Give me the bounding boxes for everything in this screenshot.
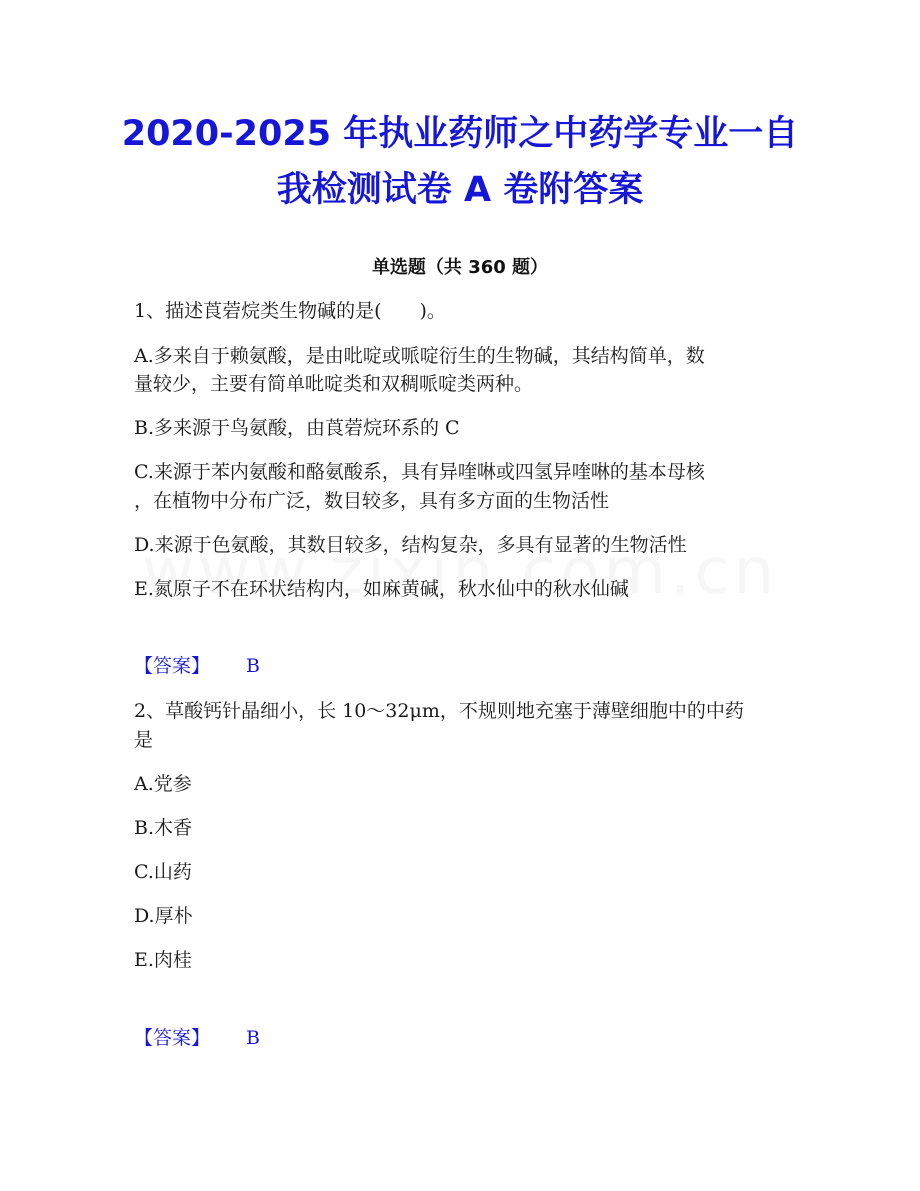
question-2-stem-line-1: 2、草酸钙针晶细小，长 10～32μm，不规则地充塞于薄壁细胞中的中药 [134,700,744,722]
question-1-option-d: D.来源于色氨酸，其数目较多，结构复杂，多具有显著的生物活性 [134,534,687,556]
question-2-answer [134,1024,260,1052]
question-1-option-c-line-1: C.来源于苯内氨酸和酪氨酸系，具有异喹啉或四氢异喹啉的基本母核 [134,461,705,483]
answer-value: B [246,1027,260,1049]
answer-label: 【答案】 [134,655,211,677]
document-title-line-2: 我检测试卷 A 卷附答案 [276,170,644,210]
question-2-option-a: A.党参 [134,773,192,795]
question-1-stem: 1、描述莨菪烷类生物碱的是( )。 [134,300,446,322]
question-2-option-c: C.山药 [134,861,192,883]
question-1-answer [134,652,260,680]
question-2-option-b: B.木香 [134,817,193,839]
question-1-option-c-line-2: ，在植物中分布广泛，数目较多，具有多方面的生物活性 [134,490,610,512]
question-2-option-d: D.厚朴 [134,905,193,927]
question-1-option-b: B.多来源于鸟氨酸，由莨菪烷环系的 C [134,417,460,439]
answer-value: B [246,655,260,677]
question-1-option-a-line-2: 量较少，主要有简单吡啶类和双稠哌啶类两种。 [134,373,534,395]
question-1-option-a-line-1: A.多来自于赖氨酸，是由吡啶或哌啶衍生的生物碱，其结构简单，数 [134,345,705,367]
question-2-option-e: E.肉桂 [134,949,192,971]
section-heading: 单选题（共 360 题） [371,257,549,278]
answer-label: 【答案】 [134,1027,211,1049]
question-2-stem-line-2: 是 [134,729,154,751]
document-title-line-1: 2020-2025 年执业药师之中药学专业一自 [121,114,799,154]
question-1-option-e: E.氮原子不在环状结构内，如麻黄碱，秋水仙中的秋水仙碱 [134,578,629,600]
